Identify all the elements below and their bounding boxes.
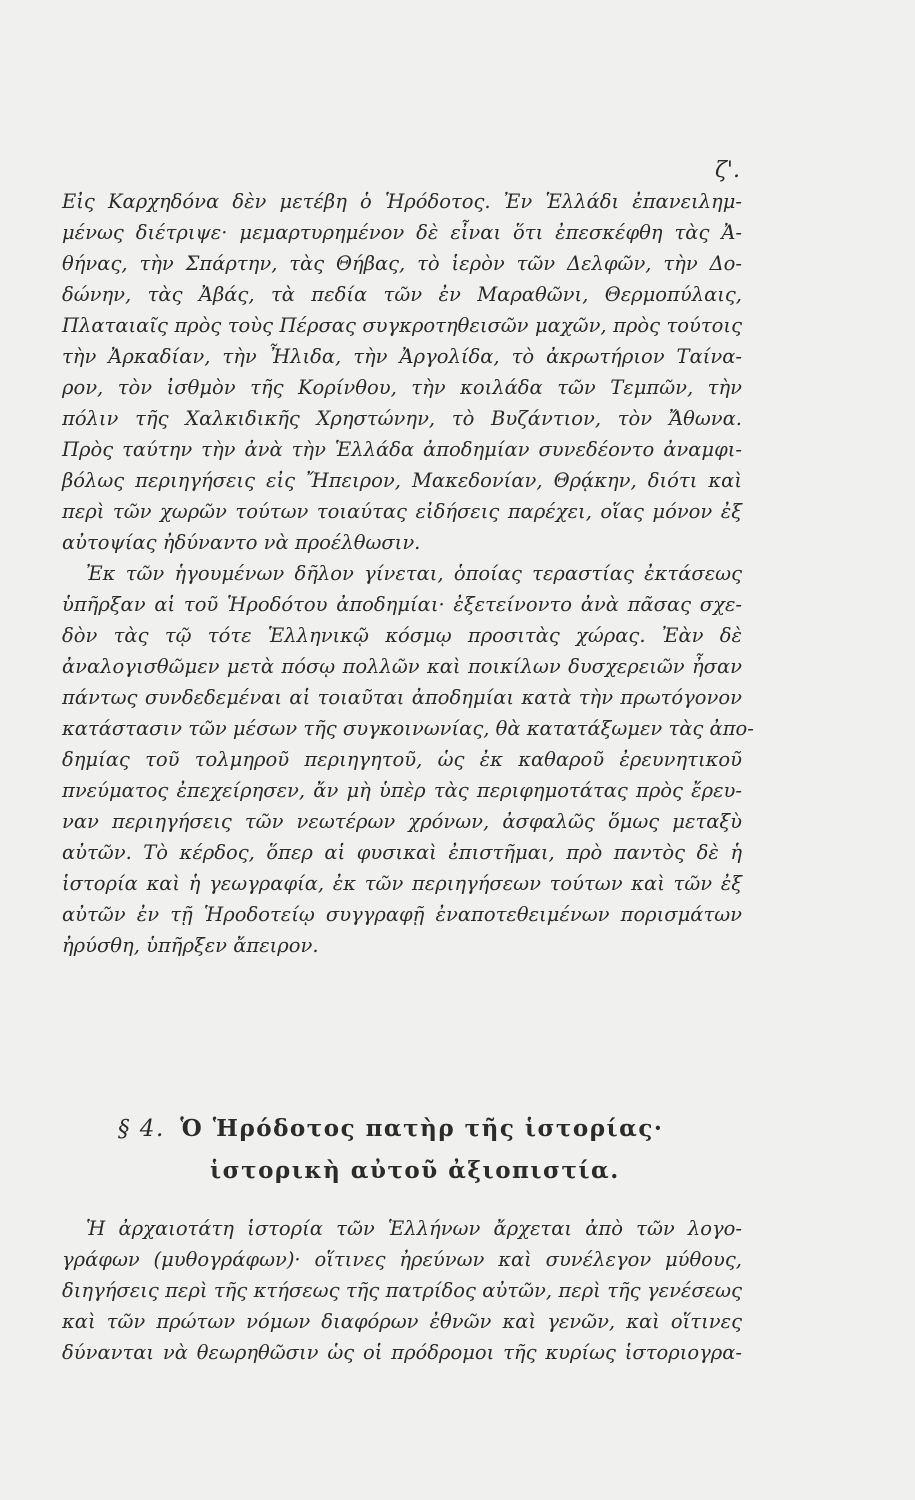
text-line: βόλως περιηγήσεις εἰς Ἤπειρον, Μακεδονίαν, Θρᾴκην, διότι καὶ	[62, 469, 742, 492]
text-line: ἱστορία καὶ ἡ γεωγραφία, ἐκ τῶν περιηγήσεων τούτων καὶ τῶν ἐξ	[62, 872, 742, 895]
text-line: ἠρύσθη, ὑπῆρξεν ἄπειρον.	[62, 934, 319, 957]
page-number: ζ'.	[715, 158, 740, 183]
section-title: Ὁ Ἡρόδοτος πατὴρ τῆς ἱστορίας·	[180, 1115, 664, 1142]
text-line: Πρὸς ταύτην τὴν ἀνὰ τὴν Ἑλλάδα ἀποδημίαν συνεδέοντο ἀναμφι-	[62, 438, 742, 461]
text-block-lower	[62, 1213, 742, 1368]
text-line: δημίας τοῦ τολμηροῦ περιηγητοῦ, ὡς ἐκ καθαροῦ ἐρευνητικοῦ	[62, 748, 742, 771]
text-line: κατάστασιν τῶν μέσων τῆς συγκοινωνίας, θὰ κατατάξωμεν τὰς ἀπο-	[62, 717, 754, 740]
text-line: γράφων (μυθογράφων)· οἵτινες ἠρεύνων καὶ συνέλεγον μύθους,	[62, 1248, 742, 1271]
text-line: καὶ τῶν πρώτων νόμων διαφόρων ἐθνῶν καὶ γενῶν, καὶ οἵτινες	[62, 1310, 742, 1333]
text-line: Ἐκ τῶν ἡγουμένων δῆλον γίνεται, ὁποίας τεραστίας ἐκτάσεως	[86, 562, 742, 585]
text-line: πνεύματος ἐπεχείρησεν, ἄν μὴ ὑπὲρ τὰς περιφημοτάτας πρὸς ἔρευ-	[62, 779, 742, 802]
text-line: διηγήσεις περὶ τῆς κτήσεως τῆς πατρίδος αὐτῶν, περὶ τῆς γενέσεως	[62, 1279, 742, 1302]
text-line: δύνανται νὰ θεωρηθῶσιν ὡς οἱ πρόδρομοι τῆς κυρίως ἱστοριογρα-	[62, 1341, 742, 1364]
text-line: δὸν τὰς τῷ τότε Ἑλληνικῷ κόσμῳ προσιτὰς χώρας. Ἐὰν δὲ	[62, 624, 742, 647]
text-line: αὐτῶν ἐν τῇ Ἡροδοτείῳ συγγραφῇ ἐναποτεθειμένων πορισμάτων	[62, 903, 742, 926]
paragraph-1	[62, 186, 742, 558]
text-line: αὐτῶν. Τὸ κέρδος, ὅπερ αἱ φυσικαὶ ἐπιστῆμαι, πρὸ παντὸς δὲ ἡ	[62, 841, 742, 864]
text-line: ναν περιηγήσεις τῶν νεωτέρων χρόνων, ἀσφαλῶς ὅμως μεταξὺ	[62, 810, 742, 833]
text-line: τὴν Ἀρκαδίαν, τὴν Ἦλιδα, τὴν Ἀργολίδα, τὸ ἀκρωτήριον Ταίνα-	[62, 345, 742, 368]
text-line: πάντως συνδεδεμέναι αἱ τοιαῦται ἀποδημίαι κατὰ τὴν πρωτόγονον	[62, 686, 742, 709]
section-number: § 4.	[118, 1116, 165, 1142]
text-line: ἀναλογισθῶμεν μετὰ πόσῳ πολλῶν καὶ ποικίλων δυσχερειῶν ἦσαν	[62, 655, 742, 678]
text-line: θήνας, τὴν Σπάρτην, τὰς Θήβας, τὸ ἱερὸν τῶν Δελφῶν, τὴν Δο-	[62, 252, 742, 275]
text-line: Εἰς Καρχηδόνα δὲν μετέβη ὁ Ἡρόδοτος. Ἐν Ἑλλάδι ἐπανειλημ-	[62, 190, 742, 213]
section-heading-line-2: ἱστορικὴ αὐτοῦ ἀξιοπιστία.	[210, 1157, 620, 1184]
section-heading	[62, 1108, 742, 1192]
text-line: Ἡ ἀρχαιοτάτη ἱστορία τῶν Ἑλλήνων ἄρχεται ἀπὸ τῶν λογο-	[86, 1217, 742, 1240]
text-line: μένως διέτριψε· μεμαρτυρημένον δὲ εἶναι ὅτι ἐπεσκέφθη τὰς Ἀ-	[62, 221, 742, 244]
paragraph-2	[62, 558, 754, 961]
text-line: ρον, τὸν ἰσθμὸν τῆς Κορίνθου, τὴν κοιλάδα τῶν Τεμπῶν, τὴν	[62, 376, 742, 399]
section-heading-line-1	[62, 1108, 742, 1150]
text-line: περὶ τῶν χωρῶν τούτων τοιαύτας εἰδήσεις παρέχει, οἵας μόνον ἐξ	[62, 500, 742, 523]
text-line: αὐτοψίας ἠδύναντο νὰ προέλθωσιν.	[62, 531, 421, 554]
text-line: Πλαταιαῖς πρὸς τοὺς Πέρσας συγκροτηθεισῶν μαχῶν, πρὸς τούτοις	[62, 314, 742, 337]
text-line: ὑπῆρξαν αἱ τοῦ Ἡροδότου ἀποδημίαι· ἐξετείνοντο ἀνὰ πᾶσας σχε-	[62, 593, 742, 616]
text-block-upper	[62, 186, 754, 961]
text-line: πόλιν τῆς Χαλκιδικῆς Χρηστώνην, τὸ Βυζάντιον, τὸν Ἄθωνα.	[62, 407, 742, 430]
text-line: δώνην, τὰς Ἀβάς, τὰ πεδία τῶν ἐν Μαραθῶνι, Θερμοπύλαις,	[62, 283, 742, 306]
paragraph-3	[62, 1213, 742, 1368]
